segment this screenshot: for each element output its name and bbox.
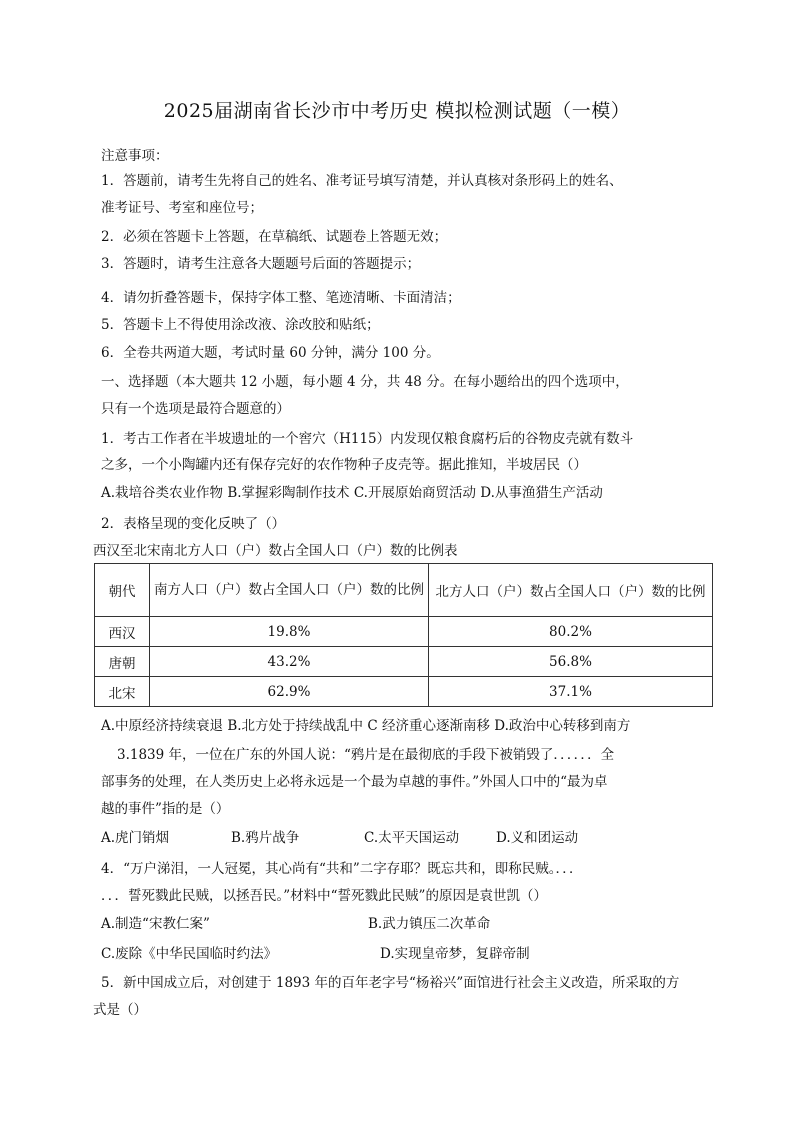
notice-line: 6．全卷共两道大题，考试时量 60 分钟，满分 100 分。 xyxy=(101,345,440,361)
question-2-stem: 2．表格呈现的变化反映了（） xyxy=(101,516,286,532)
table-cell: 唐朝 xyxy=(95,647,150,677)
table-cell: 西汉 xyxy=(95,617,150,647)
table-cell: 37.1% xyxy=(429,677,713,707)
population-table xyxy=(94,563,713,707)
notice-line: 2．必须在答题卡上答题，在草稿纸、试题卷上答题无效； xyxy=(101,229,448,245)
notice-line: 3．答题时，请考生注意各大题题号后面的答题提示； xyxy=(101,256,421,272)
option-d: D.义和团运动 xyxy=(496,830,579,846)
question-3-stem: 越的事件”指的是（） xyxy=(101,801,230,817)
question-5-stem: 式是（） xyxy=(93,1002,147,1018)
table-header-cell: 北方人口（户）数占全国人口（户）数的比例 xyxy=(429,564,713,617)
question-4-stem: 4．“万户涕泪，一人冠冕，其心尚有“共和”二字存耶？既忘共和，即称民贼。．．． xyxy=(101,861,583,877)
table-header-row xyxy=(95,564,713,617)
notice-heading: 注意事项： xyxy=(101,148,169,164)
table-row xyxy=(95,677,713,707)
question-4-stem: ．．．誓死戮此民贼，以拯吾民。”材料中“誓死戮此民贼”的原因是袁世凯（） xyxy=(101,888,547,904)
question-3-stem: 3.1839 年，一位在广东的外国人说：“鸦片是在最彻底的手段下被销毁了．．．．．．全 xyxy=(117,747,615,763)
question-2-options: A.中原经济持续衰退 B.北方处于持续战乱中 C 经济重心逐渐南移 D.政治中心转移到南方 xyxy=(101,718,631,734)
table-cell: 43.2% xyxy=(150,647,429,677)
table-cell: 56.8% xyxy=(429,647,713,677)
option-a: A.制造“宋教仁案” xyxy=(101,916,210,932)
table-header-cell: 南方人口（户）数占全国人口（户）数的比例 xyxy=(150,564,429,617)
table-cell: 19.8% xyxy=(150,617,429,647)
notice-line: 5．答题卡上不得使用涂改液、涂改胶和贴纸； xyxy=(101,317,380,333)
option-d: D.实现皇帝梦，复辟帝制 xyxy=(380,946,530,962)
table-row xyxy=(95,647,713,677)
notice-line: 准考证号、考室和座位号； xyxy=(101,200,263,216)
table-cell: 62.9% xyxy=(150,677,429,707)
notice-line: 1．答题前，请考生先将自己的姓名、准考证号填写清楚，并认真核对条形码上的姓名、 xyxy=(101,173,623,189)
page-title: 2025届湖南省长沙市中考历史 模拟检测试题（一模） xyxy=(163,100,631,122)
table-cell: 北宋 xyxy=(95,677,150,707)
table-cell: 80.2% xyxy=(429,617,713,647)
question-1-stem: 1．考古工作者在半坡遗址的一个窖穴（H115）内发现仅粮食腐朽后的谷物皮壳就有数斗 xyxy=(101,431,634,447)
section-heading: 一、选择题（本大题共 12 小题，每小题 4 分，共 48 分。在每小题给出的四个选项中， xyxy=(101,374,629,390)
question-1-options: A.栽培谷类农业作物 B.掌握彩陶制作技术 C.开展原始商贸活动 D.从事渔猎生产活动 xyxy=(101,485,603,501)
table-caption: 西汉至北宋南北方人口（户）数占全国人口（户）数的比例表 xyxy=(93,543,458,559)
table-row xyxy=(95,617,713,647)
notice-line: 4．请勿折叠答题卡，保持字体工整、笔迹清晰、卡面清洁； xyxy=(101,290,461,306)
option-b: B.武力镇压二次革命 xyxy=(368,916,491,932)
option-a: A.虎门销烟 xyxy=(101,830,170,846)
question-1-stem: 之多，一个小陶罐内还有保存完好的农作物种子皮壳等。据此推知，半坡居民（） xyxy=(101,457,587,473)
section-heading: 只有一个选项是最符合题意的） xyxy=(101,401,290,417)
option-b: B.鸦片战争 xyxy=(231,830,300,846)
question-5-stem: 5．新中国成立后，对创建于 1893 年的百年老字号“杨裕兴”面馆进行社会主义改造，所采取的方 xyxy=(101,975,680,991)
option-c: C.太平天国运动 xyxy=(364,830,460,846)
question-3-stem: 部事务的处理，在人类历史上必将永远是一个最为卓越的事件。”外国人口中的“最为卓 xyxy=(101,774,608,790)
table-header-cell: 朝代 xyxy=(95,564,150,617)
option-c: C.废除《中华民国临时约法》 xyxy=(101,946,278,962)
